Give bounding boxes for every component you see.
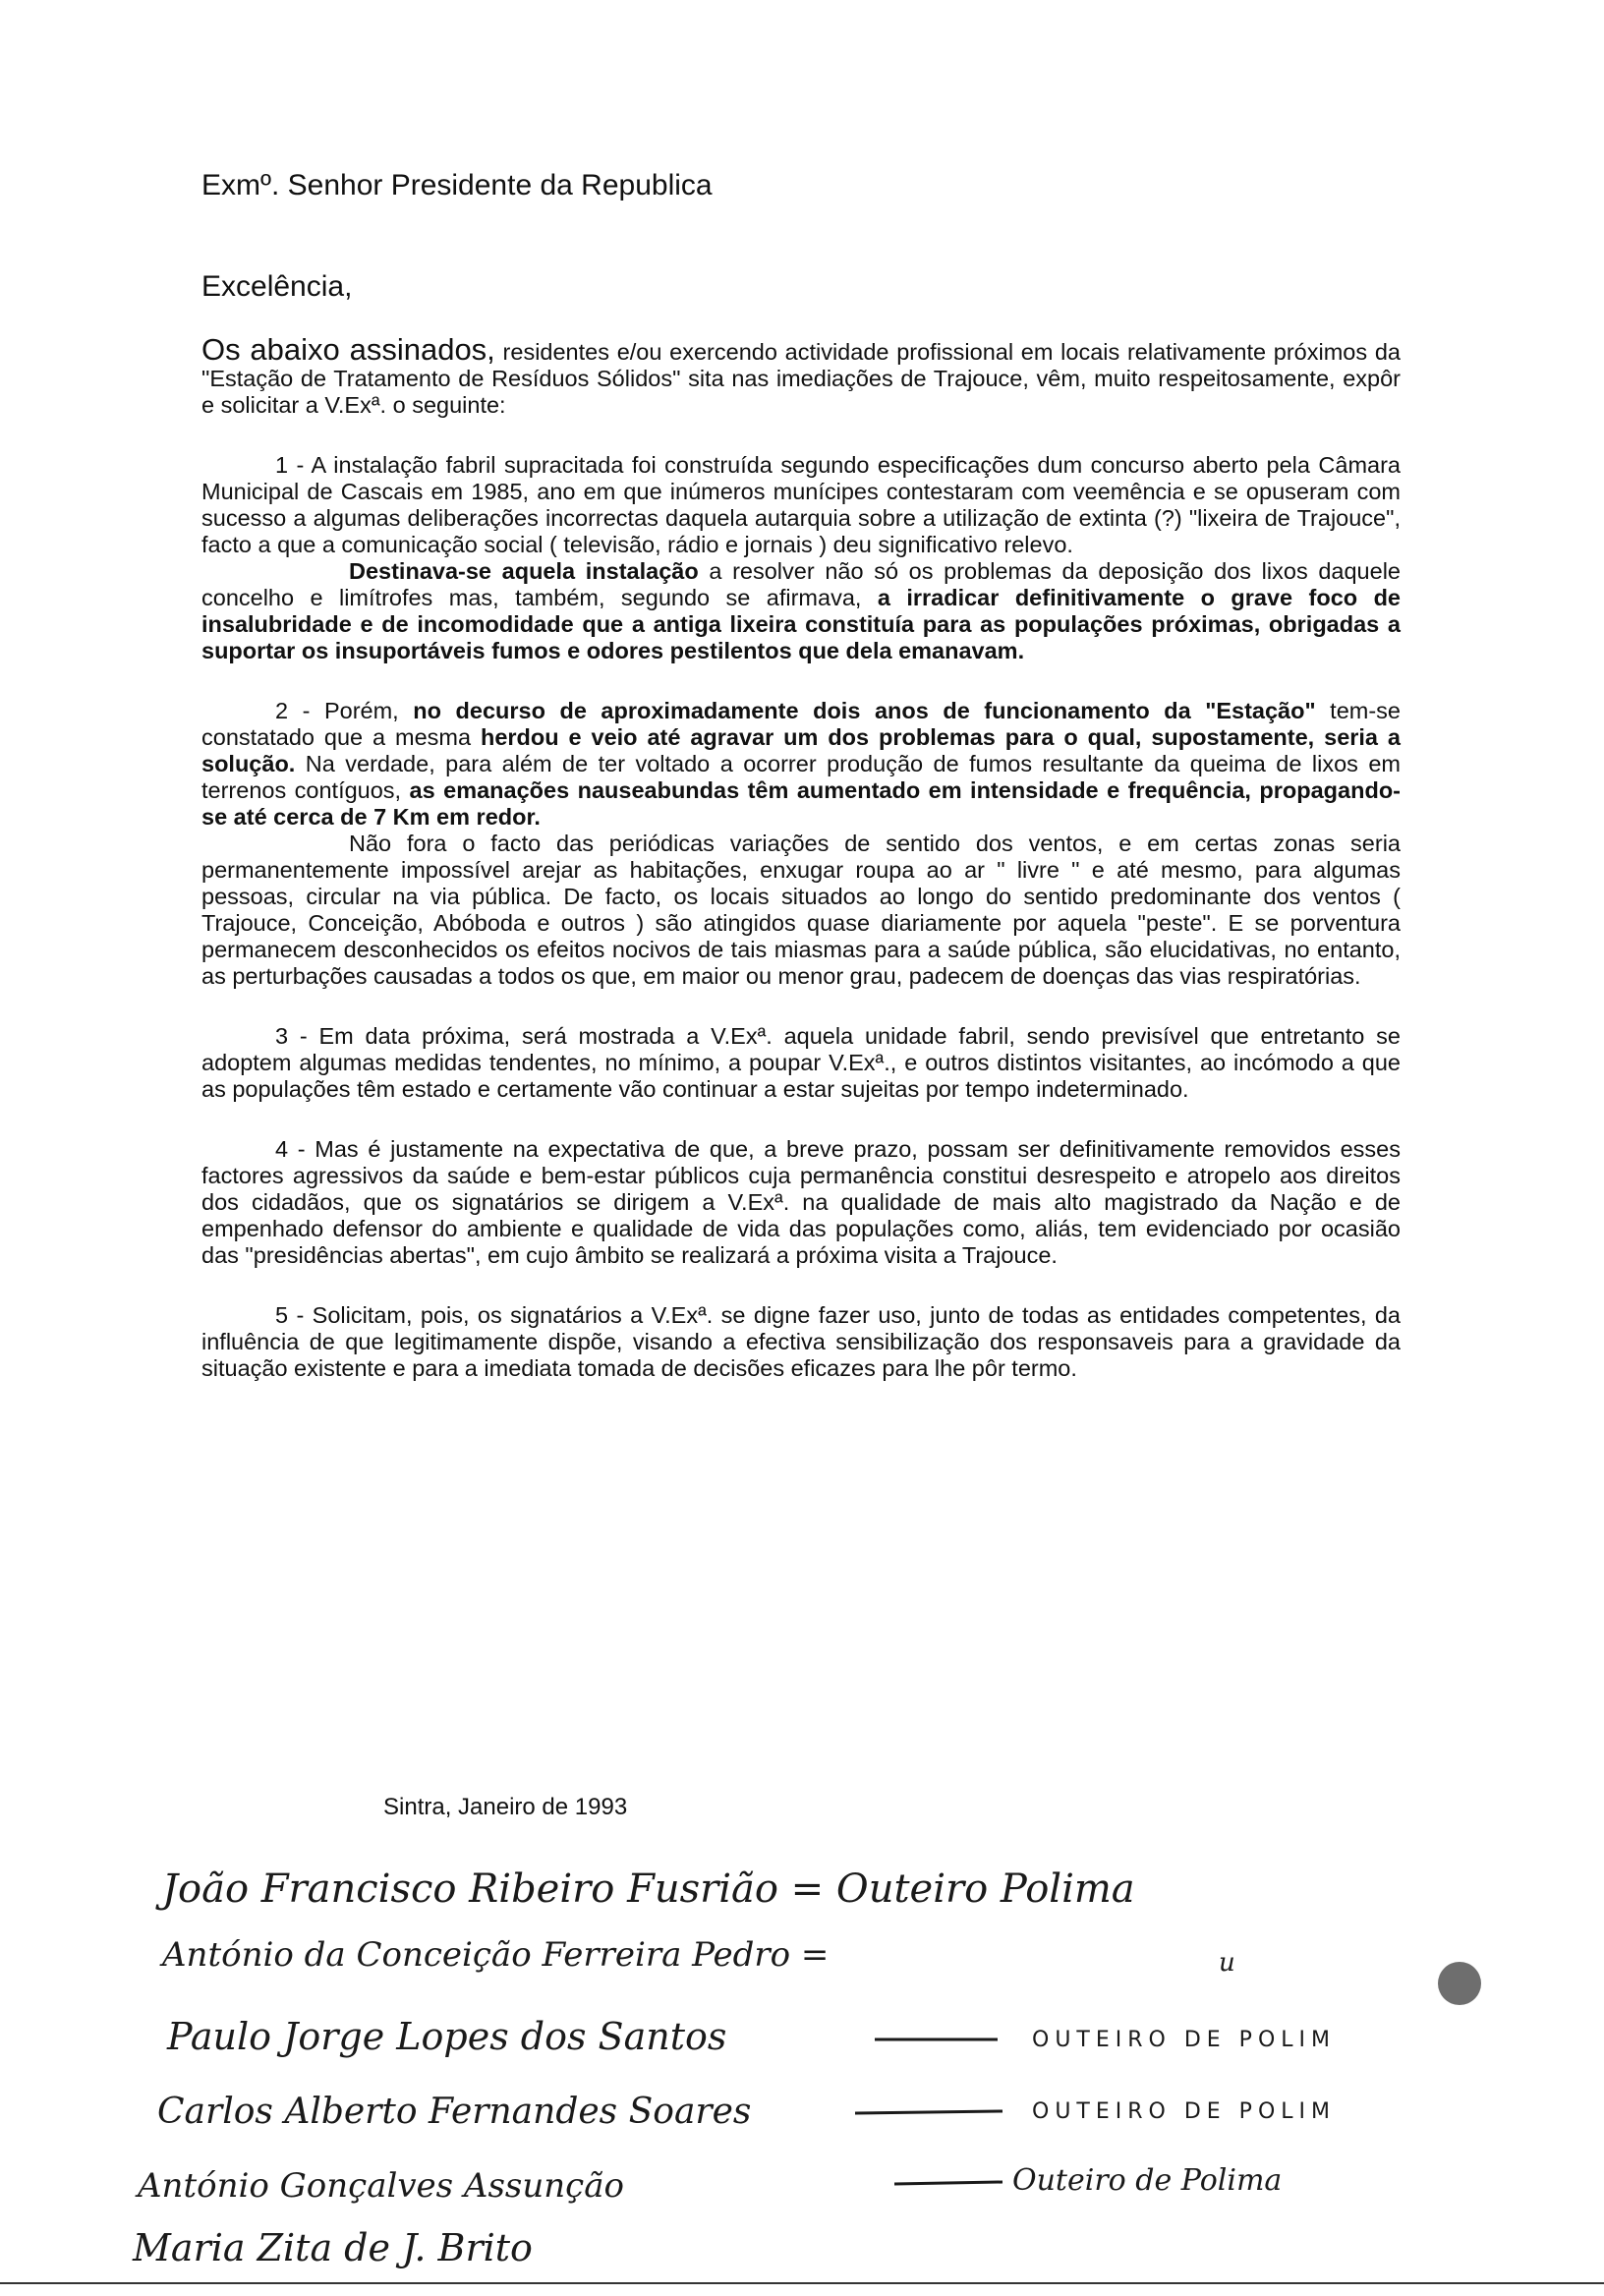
- signature-2: António da Conceição Ferreira Pedro =: [162, 1935, 830, 1975]
- signature-3-place: OUTEIRO DE POLIM: [1032, 2028, 1336, 2052]
- signature-3: Paulo Jorge Lopes dos Santos: [167, 2015, 727, 2058]
- paragraph-1b: [201, 558, 1401, 664]
- paragraph-4: 4 - Mas é justamente na expectativa de que, a breve prazo, possam ser definitivamente removidos esses factores agressivos da saúde e bem-estar públicos cuja permanência constitui desrespeito e atropelo aos direitos dos cidadãos, que os signatários se dirigem a V.Exª. na qualidade de mais alto magistrado da Nação e de empenhado defensor do ambiente e qualidade de vida das populações como, aliás, tem evidenciado por ocasião das "presidências abertas", em cujo âmbito se realizará a próxima visita a Trajouce.: [201, 1136, 1401, 1268]
- p2-text3: Na verdade, para além de ter voltado a ocorrer produção de fumos resultante da queima de lixos em terrenos contíguos,: [201, 751, 1401, 803]
- intro-paragraph: [201, 332, 1401, 419]
- p1-bold2: a irradicar definitivamente o grave foco de insalubridade e de incomodidade que a antiga lixeira constituía para as populações próximas, obrigadas a suportar os insuportáveis fumos e odores pestilentos que dela emanavam.: [201, 585, 1401, 663]
- signature-5: António Gonçalves Assunção: [138, 2166, 624, 2206]
- greeting: Excelência,: [201, 270, 353, 303]
- p2-text2: tem-se constatado que a mesma: [201, 698, 1401, 750]
- paragraph-2: [201, 698, 1401, 831]
- p1-text1: 1 - A instalação fabril supracitada foi construída segundo especificações dum concurso aberto pela Câmara Municipal de Cascais em 1985, ano em que inúmeros munícipes contestaram com veemência e se opuseram com sucesso a algumas deliberações incorrectas daquela autarquia sobre a utilização de extinta (?) "lixeira de Trajouce", facto a que a comunicação social ( televisão, rádio e jornais ) deu significativo relevo.: [201, 452, 1401, 557]
- place-date: Sintra, Janeiro de 1993: [383, 1794, 628, 1820]
- bottom-edge-line: [0, 2282, 1604, 2284]
- intro-lead: Os abaixo assinados,: [201, 332, 495, 367]
- p2-bold1: no decurso de aproximadamente dois anos de funcionamento da "Estação": [413, 698, 1316, 723]
- signature-4-dash: [855, 2111, 1002, 2113]
- ink-blot: [1438, 1962, 1481, 2005]
- p2-text1: 2 - Porém,: [275, 698, 414, 723]
- signature-6: Maria Zita de J. Brito: [133, 2226, 533, 2269]
- paragraph-3: 3 - Em data próxima, será mostrada a V.Exª. aquela unidade fabril, sendo previsível que entretanto se adoptem algumas medidas tendentes, no mínimo, a poupar V.Exª., e outros distintos visitantes, ao incómodo a que as populações têm estado e certamente vão continuar a estar sujeitas por tempo indeterminado.: [201, 1023, 1401, 1102]
- p1-text2: a resolver não só os problemas da deposição dos lixos daquele concelho e limítrofes mas, também, segundo se afirmava,: [201, 558, 1401, 610]
- paragraph-2b: Não fora o facto das periódicas variações de sentido dos ventos, e em certas zonas seria permanentemente impossível arejar as habitações, enxugar roupa ao ar " livre " e até mesmo, para algumas pessoas, circular na via pública. De facto, os locais situados ao longo do sentido predominante dos ventos ( Trajouce, Conceição, Abóboda e outros ) são atingidos quase diariamente por aquela "peste". E se porventura permanecem desconhecidos os efeitos nocivos de tais miasmas para a saúde pública, são elucidativas, no entanto, as perturbações causadas a todos os que, em maior ou menor grau, padecem de doenças das vias respiratórias.: [201, 831, 1401, 989]
- signature-4-place: OUTEIRO DE POLIM: [1032, 2099, 1336, 2124]
- p2-bold3: as emanações nauseabundas têm aumentado em intensidade e frequência, propagando-se até cerca de 7 Km em redor.: [201, 777, 1401, 830]
- signature-5-dash: [894, 2182, 1002, 2184]
- salutation: Exmº. Senhor Presidente da Republica: [201, 169, 713, 201]
- paragraph-1: [201, 452, 1401, 558]
- signature-2-mark: u: [1219, 1948, 1235, 1978]
- signature-1: João Francisco Ribeiro Fusrião = Outeiro Polima: [162, 1866, 1135, 1912]
- p2-bold2: herdou e veio até agravar um dos problemas para o qual, supostamente, seria a solução.: [201, 724, 1401, 776]
- paragraph-5: 5 - Solicitam, pois, os signatários a V.Exª. se digne fazer uso, junto de todas as entidades competentes, da influência de que legitimamente dispõe, visando a efectiva sensibilização dos responsaveis para a gravidade da situação existente e para a imediata tomada de decisões eficazes para lhe pôr termo.: [201, 1302, 1401, 1381]
- signature-5-place: Outeiro de Polima: [1012, 2163, 1283, 2198]
- intro-text: residentes e/ou exercendo actividade profissional em locais relativamente próximos da "Estação de Tratamento de Resíduos Sólidos" sita nas imediações de Trajouce, vêm, muito respeitosamente, expôr e solicitar a V.Exª. o seguinte:: [201, 339, 1401, 418]
- signature-block: [0, 1828, 1604, 2270]
- p1-bold1: Destinava-se aquela instalação: [349, 558, 699, 584]
- letter-body: [201, 332, 1401, 1382]
- signature-4: Carlos Alberto Fernandes Soares: [157, 2092, 752, 2132]
